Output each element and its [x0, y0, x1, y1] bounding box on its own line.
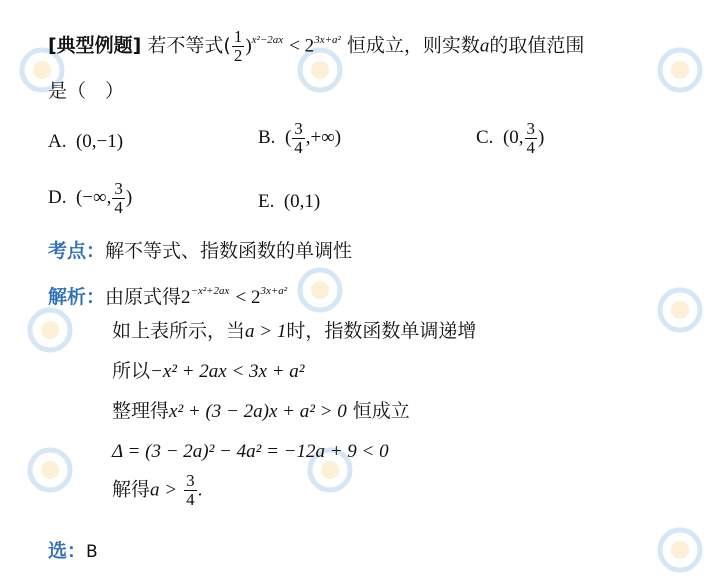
answer-label: 选： [48, 540, 87, 562]
watermark-logo-icon [290, 260, 350, 320]
watermark-logo-icon [650, 520, 710, 580]
option-d[interactable]: D. (−∞, $\frac{3}{4}$ ) [48, 179, 133, 217]
question-text-before: 若不等式( [147, 34, 231, 57]
question-line-1: [典型例题] 若不等式( $\frac{1}{2}$ )$^{x^2-2ax} < 2^{3x+a^2}$ 恒成立，则实数a的取值范围 [48, 27, 585, 65]
question-line-2: 是（ ） [48, 80, 125, 102]
jiexi-line-6: 解得a > $\frac{3}{4}$ . [112, 471, 203, 509]
option-c[interactable]: C. (0, $\frac{3}{4}$ ) [476, 119, 545, 157]
option-a[interactable]: A. (0,−1) [48, 131, 124, 152]
watermark-logo-icon [650, 40, 710, 100]
question-text-end: 的取值范围 [489, 34, 585, 57]
exponent-1: x²−2ax [251, 33, 284, 46]
kaodian-label: 考点： [48, 240, 106, 262]
question-text-after: 恒成立，则实数 [346, 34, 480, 57]
jiexi-line-4: 整理得x² + (3 − 2a)x + a² > 0 恒成立 [112, 400, 410, 422]
question-tag: [典型例题] [48, 34, 142, 57]
watermark-logo-icon [20, 300, 80, 360]
jiexi-line-1: 解析：由原式得$2^{-x^2+2ax} < 2^{3x+a^2}$ [48, 285, 288, 308]
kaodian-line [48, 242, 352, 261]
answer-value: B [86, 542, 98, 562]
exponent-2: 3x+a² [314, 33, 341, 46]
watermark-logo-icon [20, 440, 80, 500]
jiexi-line-3: 所以−x² + 2ax < 3x + a² [112, 360, 305, 382]
jiexi-line-2: 如上表所示，当a > 1时，指数函数单调递增 [112, 320, 477, 342]
jiexi-label: 解析： [48, 286, 106, 308]
jiexi-line-5: Δ = (3 − 2a)² − 4a² = −12a + 9 < 0 [112, 441, 389, 462]
kaodian-text: 解不等式、指数函数的单调性 [105, 240, 353, 262]
fraction-one-half: $\frac{1}{2}$ [233, 27, 243, 65]
watermark-logo-icon [650, 280, 710, 340]
variable-a: a [479, 35, 490, 57]
answer-line [48, 542, 98, 561]
option-e[interactable]: E. (0,1) [258, 191, 321, 212]
option-b[interactable]: B. ( $\frac{3}{4}$ ,+∞) [258, 119, 342, 157]
lt-two: < 2 [289, 35, 315, 57]
